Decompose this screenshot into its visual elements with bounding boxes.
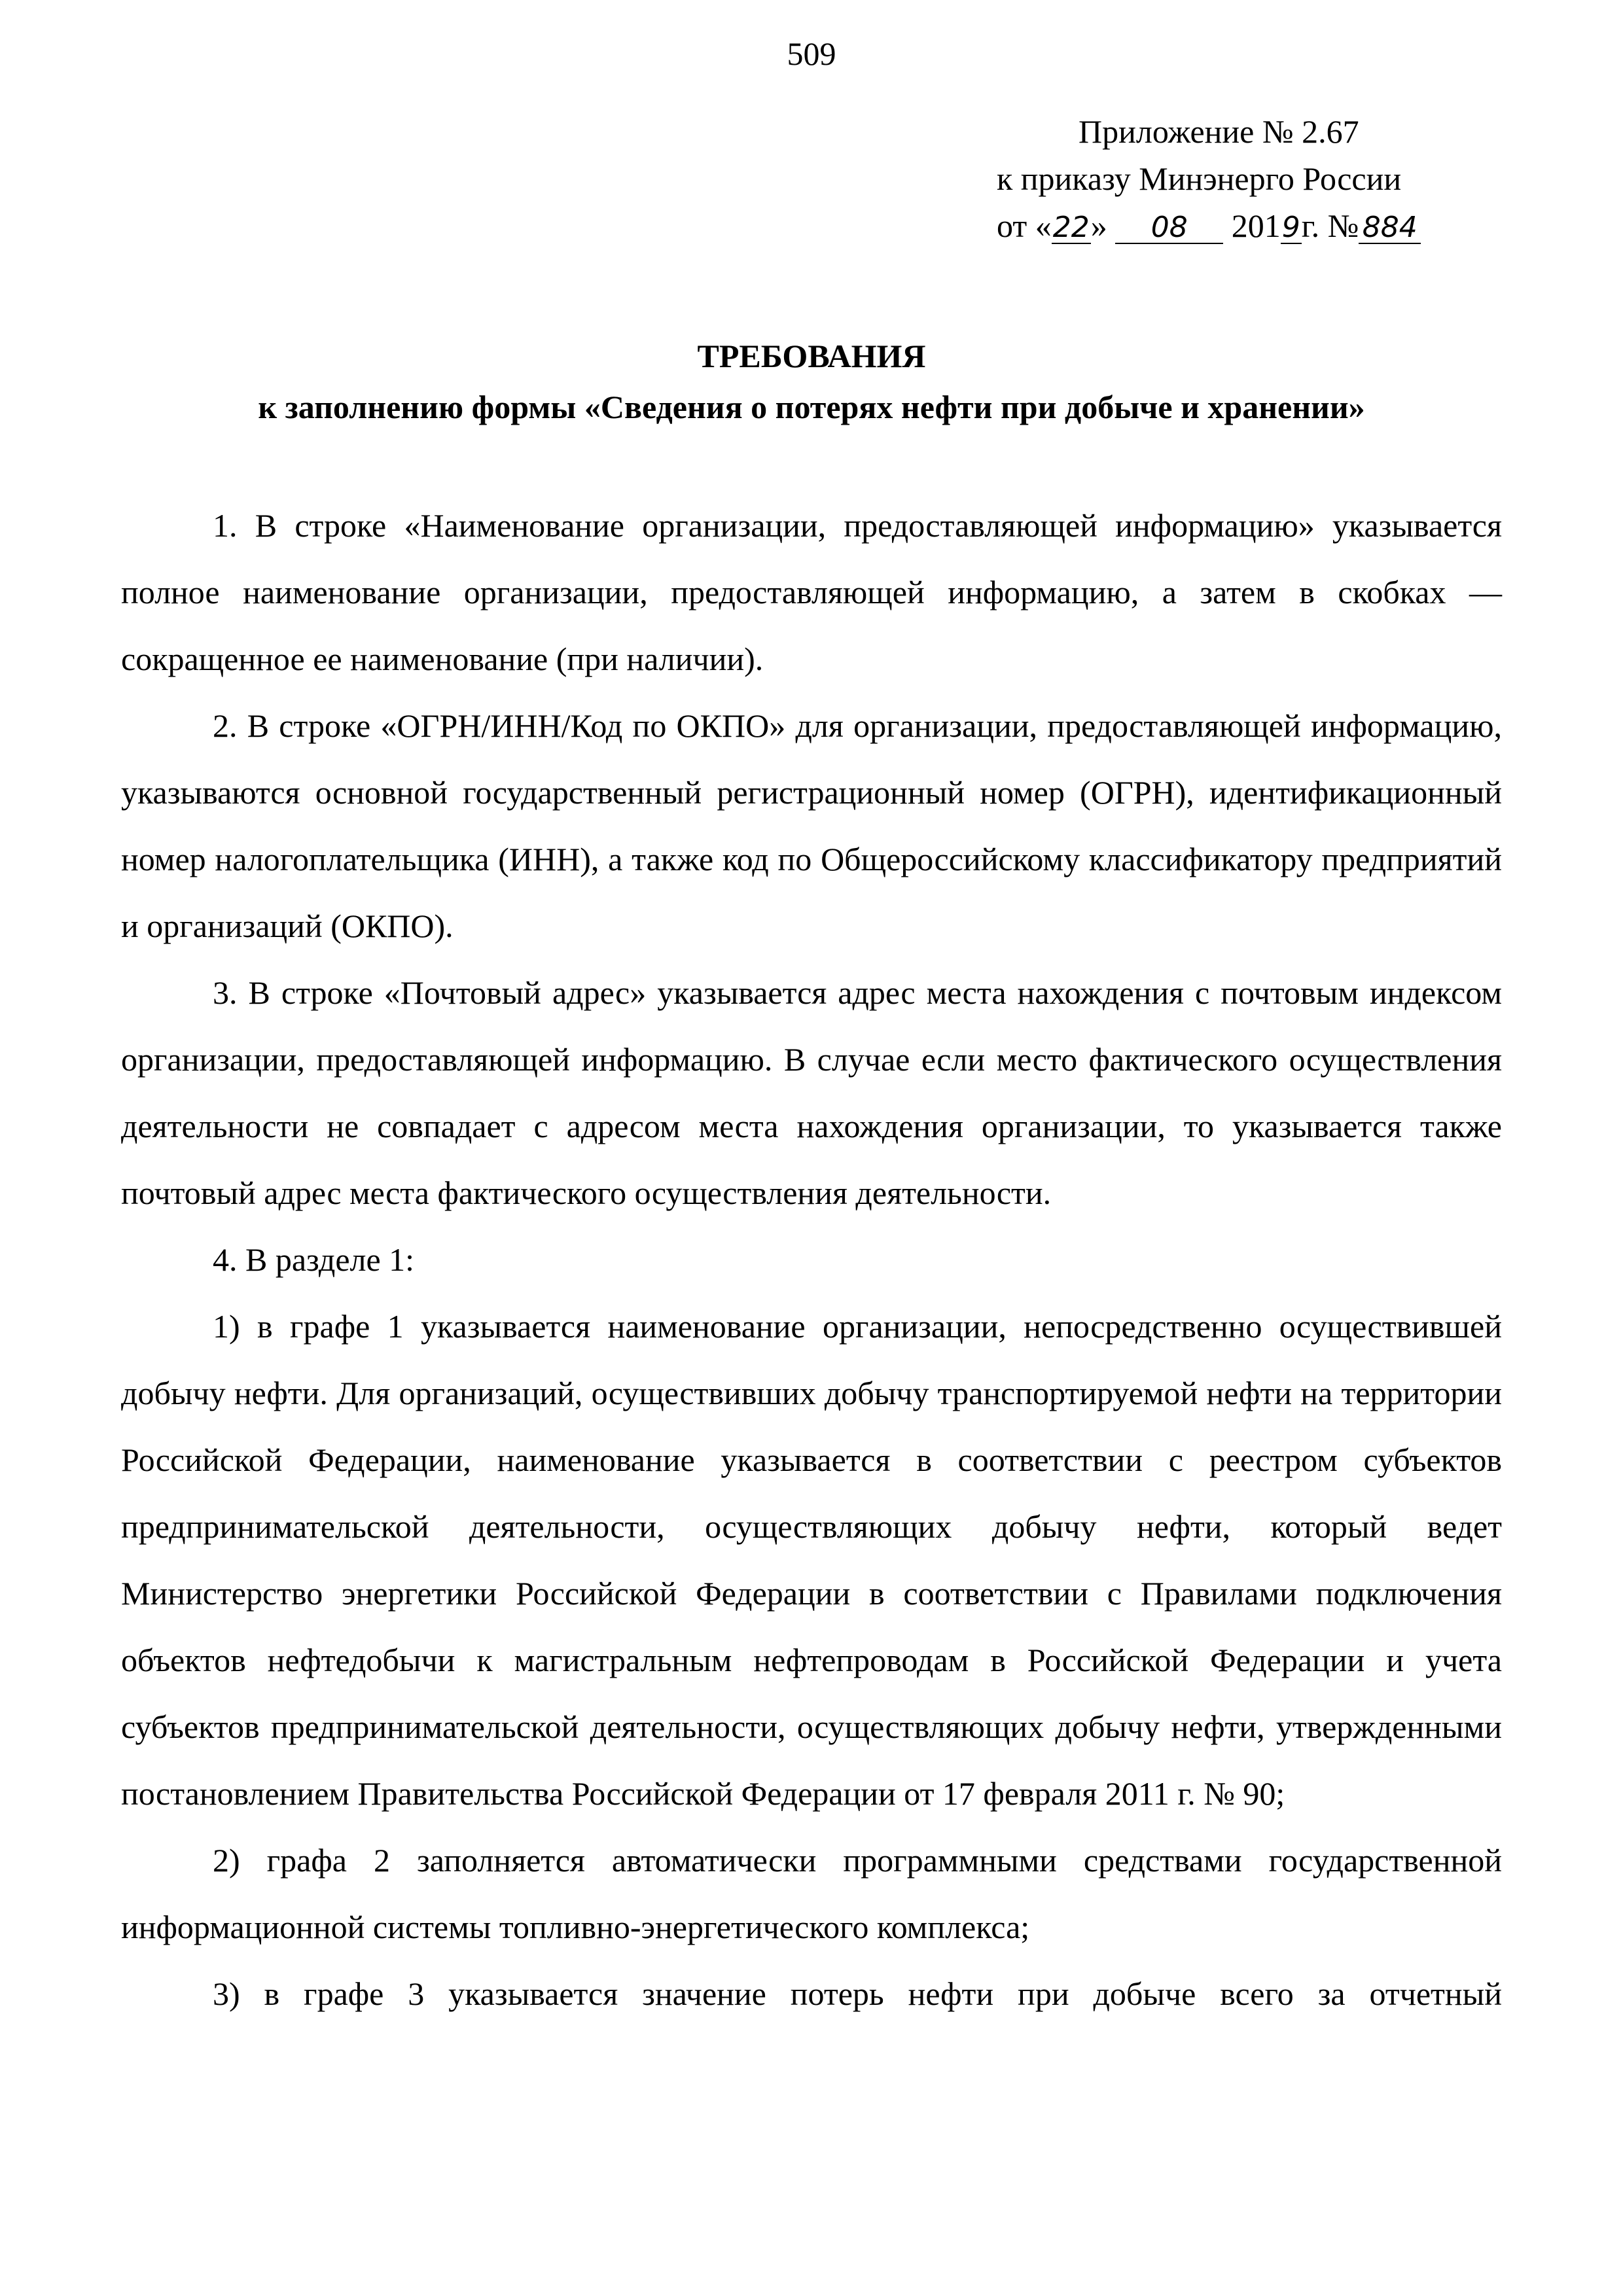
paragraph-4-item-1: 1) в графе 1 указывается наименование организации, непосредственно осуществившей добычу нефти. Для организаций, осуществивших добычу транспортируемой нефти на территории Российской Федерации, наименование указывается в соответствии с реестром субъектов предпринимательской деятельности, осуществляющих добычу нефти, который ведет Министерство энергетики Российской Федерации в соответствии с Правилами подключения объектов нефтедобычи к магистральным нефтепроводам в Российской Федерации и учета субъектов предпринимательской деятельности, осуществляющих добычу нефти, утвержденными постановлением Правительства Российской Федерации от 17 февраля 2011 г. № 90; [121,1308,1502,1812]
appendix-date-line [967,202,1530,249]
paragraph-4-item-2: 2) графа 2 заполняется автоматически программными средствами государственной информационной системы топливно-энергетического комплекса; [121,1842,1502,1945]
document-title [121,330,1502,433]
paragraph-3: 3. В строке «Почтовый адрес» указывается адрес места нахождения с почтовым индексом организации, предоставляющей информацию. В случае если место фактического осуществления деятельности не совпадает с адресом места нахождения организации, то указывается также почтовый адрес места фактического осуществления деятельности. [121,974,1502,1211]
document-body [121,492,1502,2027]
appendix-header [967,108,1530,249]
title-subtitle: к заполнению формы «Сведения о потерях нефти при добыче и хранении» [258,389,1365,425]
date-close-quote: » [1090,207,1107,244]
page-number: 509 [787,35,836,72]
appendix-number: Приложение № 2.67 [1079,113,1359,150]
order-number-handwritten: 884 [1359,213,1421,244]
paragraph-4-item-3: 3) в графе 3 указывается значение потерь нефти при добыче всего за отчетный [213,1975,1502,2012]
year-prefix: 201 [1231,207,1281,244]
date-month-handwritten: 08 [1115,213,1223,244]
date-day-handwritten: 22 [1052,211,1090,244]
year-digit-handwritten: 9 [1281,211,1300,244]
paragraph-2: 2. В строке «ОГРН/ИНН/Код по ОКПО» для организации, предоставляющей информацию, указываются основной государственный регистрационный номер (ОГРН), идентификационный номер налогоплательщика (ИНН), а также код по Общероссийскому классификатору предприятий и организаций (ОКПО). [121,707,1502,944]
paragraph-4: 4. В разделе 1: [213,1241,415,1278]
order-number-label: г. № [1301,207,1359,244]
date-prefix: от « [997,207,1052,244]
appendix-order-reference: к приказу Минэнерго России [997,160,1402,197]
paragraph-1: 1. В строке «Наименование организации, предоставляющей информацию» указывается полное наименование организации, предоставляющей информацию, а затем в скобках — сокращенное ее наименование (при наличии). [121,507,1502,677]
title-main: ТРЕБОВАНИЯ [697,338,926,374]
